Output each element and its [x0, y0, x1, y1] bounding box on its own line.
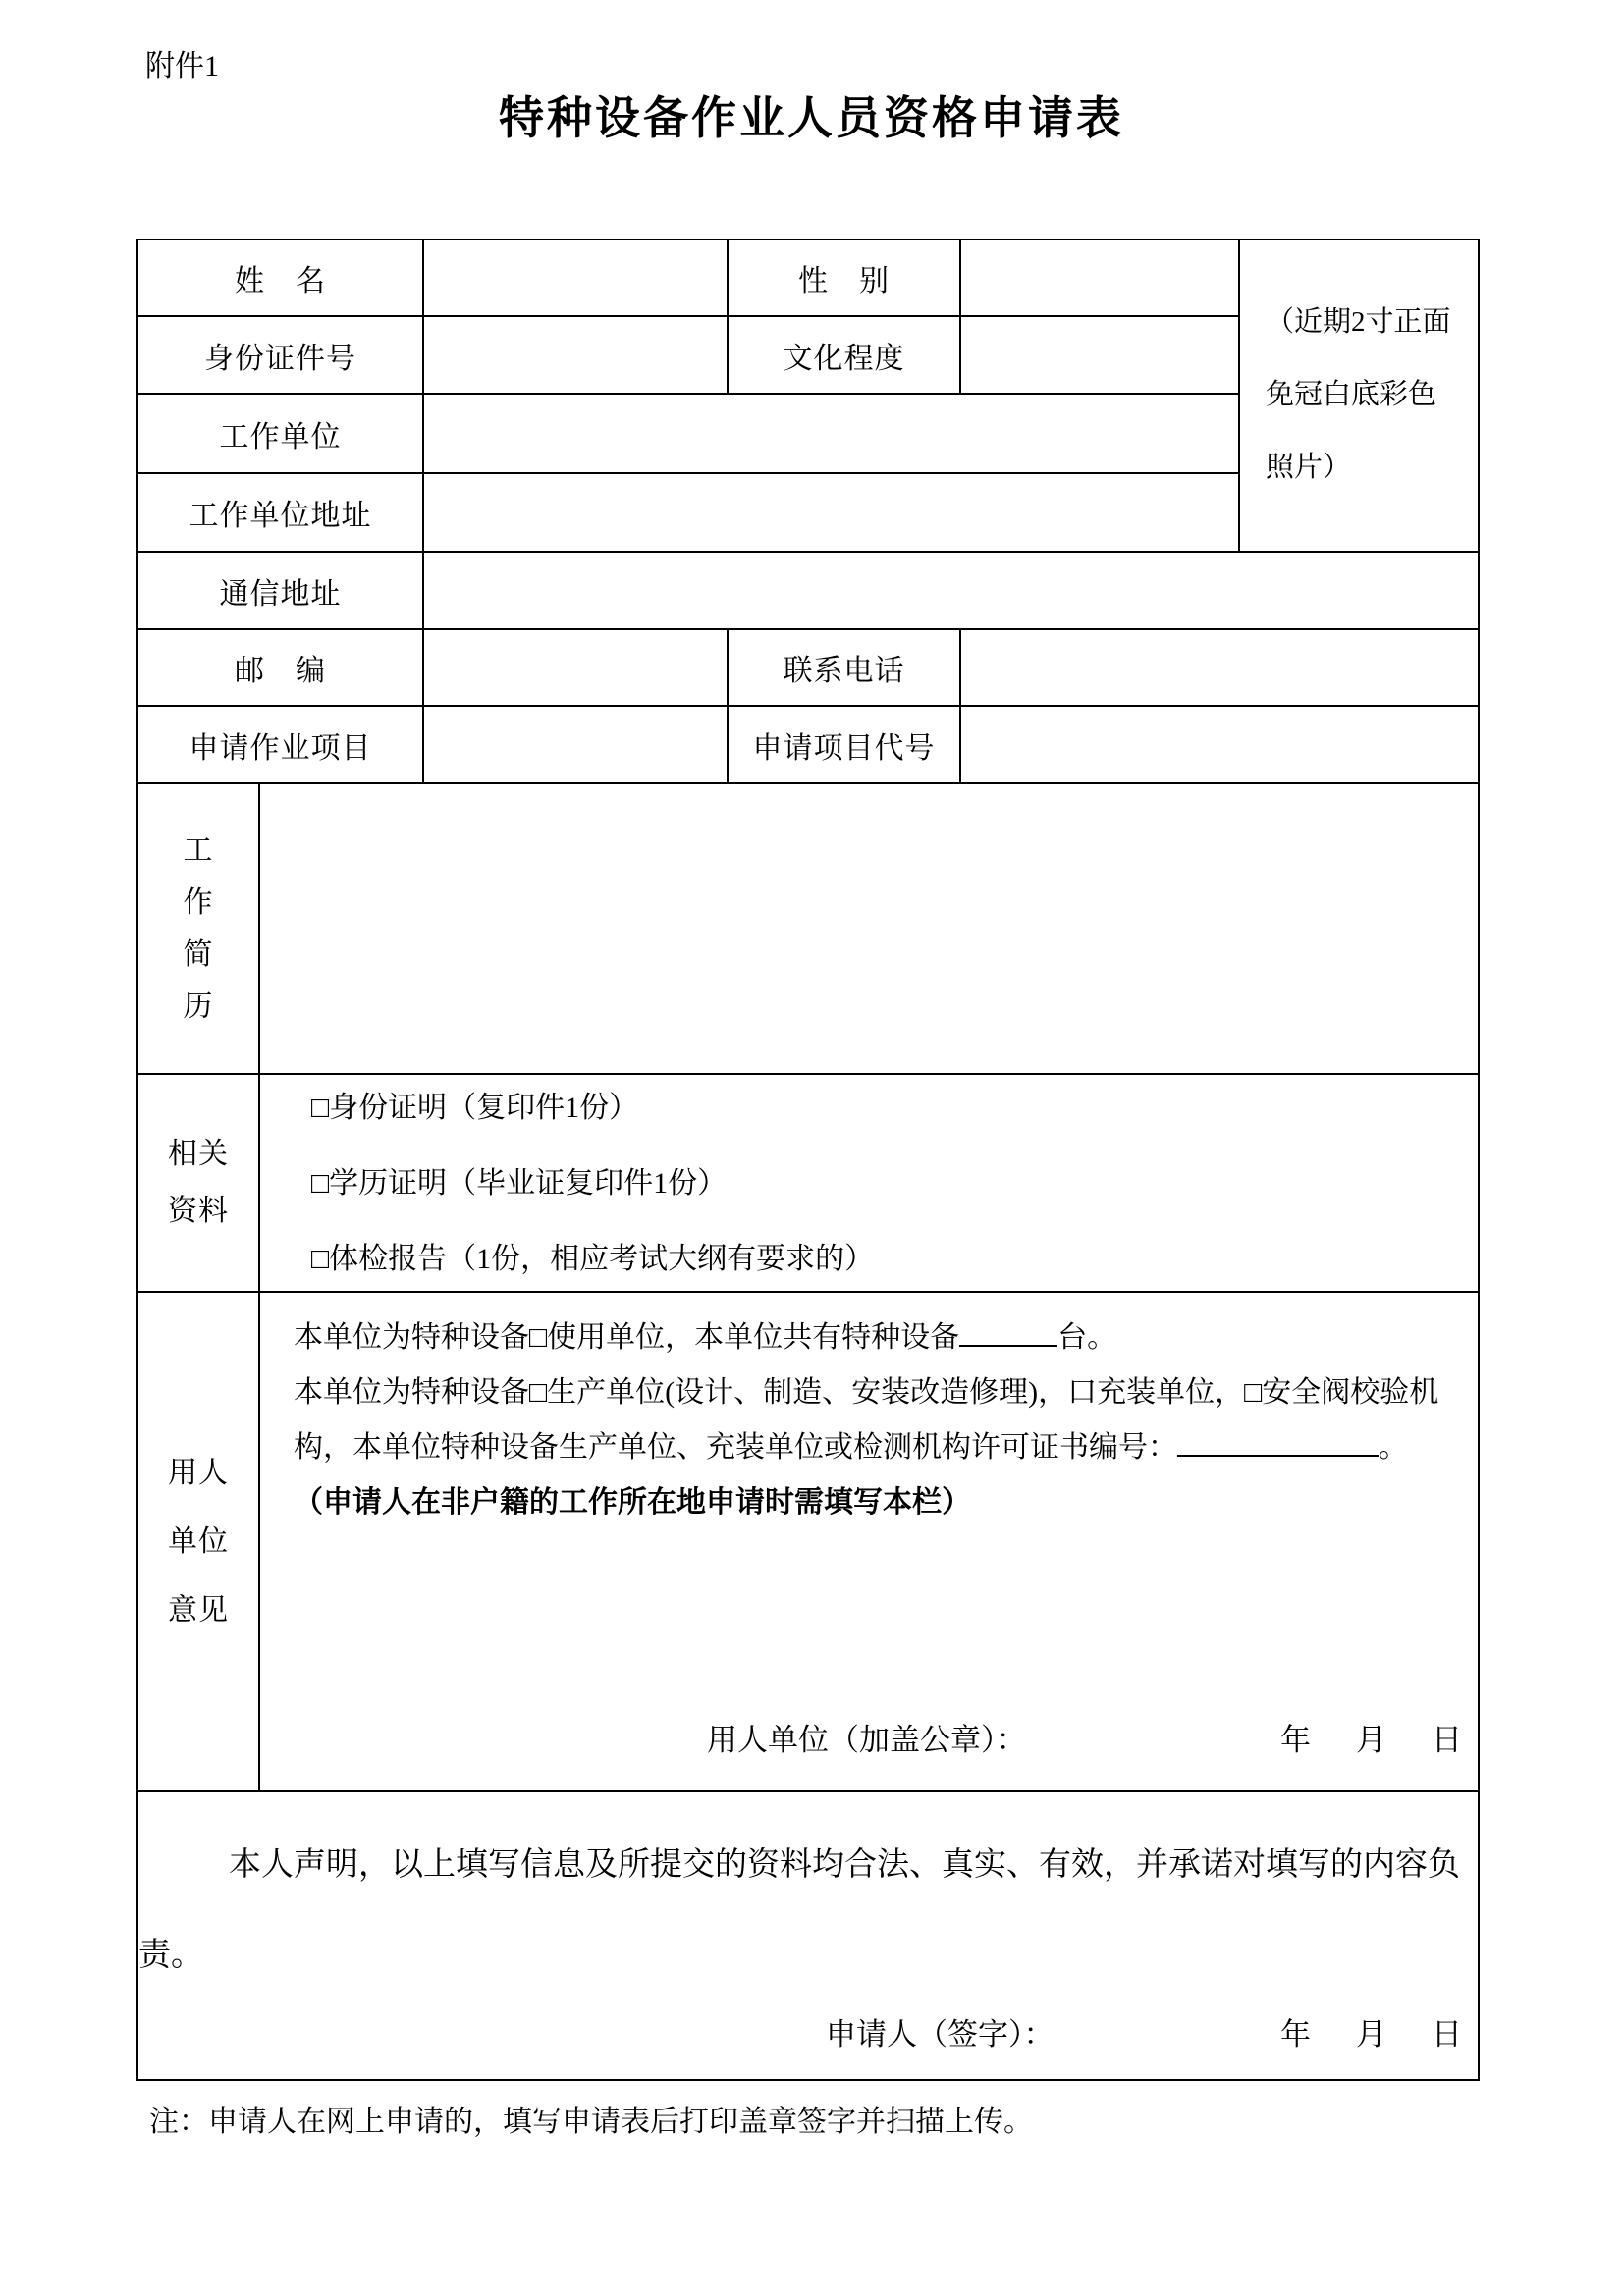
postal-code-value-cell: [423, 629, 728, 706]
employer-label: 工作单位: [137, 394, 423, 473]
education-value-cell: [960, 316, 1239, 394]
postal-code-label: 邮 编: [137, 629, 423, 706]
table-row: [137, 552, 1479, 629]
employer-seal-label: 用人单位（加盖公章）：: [707, 1723, 1027, 1757]
material-item-medical-report: □体检报告（1份，相应考试大纲有要求的）: [311, 1242, 875, 1275]
work-resume-content-cell: [259, 783, 1479, 1074]
applied-project-value-cell: [423, 706, 728, 783]
employer-opinion-bold-note: （申请人在非户籍的工作所在地申请时需填写本栏）: [294, 1486, 971, 1519]
declaration-content: [138, 1792, 1478, 2077]
work-resume-label: [137, 783, 259, 1074]
employer-opinion-label-text: [138, 1456, 258, 1627]
materials-label-line: 资料: [168, 1195, 229, 1227]
footer-note: 注：申请人在网上申请的，填写申请表后打印盖章签字并扫描上传。: [149, 2106, 1033, 2138]
application-form-table: [136, 239, 1480, 2081]
employer-opinion-content: [260, 1293, 1478, 1789]
fill-blank-license-number: [1177, 1452, 1379, 1457]
work-resume-char: 工: [183, 833, 214, 867]
mailing-address-value-cell: [423, 552, 1479, 629]
work-resume-char: 作: [183, 885, 214, 919]
month-label: 月: [1356, 1723, 1386, 1757]
employer-opinion-label-line: 用人: [168, 1456, 229, 1489]
work-resume-char: 简: [183, 937, 214, 971]
year-label: 年: [1280, 1723, 1311, 1757]
month-label: 月: [1356, 2017, 1386, 2052]
employer-opinion-paragraph-1: [294, 1310, 1452, 1365]
materials-label: [137, 1074, 259, 1292]
id-number-label: 身份证件号: [137, 316, 423, 394]
materials-label-text: [138, 1140, 258, 1226]
employer-opinion-content-cell: [259, 1292, 1479, 1791]
employer-opinion-label: [137, 1292, 259, 1791]
day-label: 日: [1432, 2017, 1462, 2052]
table-row: [137, 1292, 1479, 1791]
mailing-address-label: 通信地址: [137, 552, 423, 629]
material-item-id-proof: □身份证明（复印件1份）: [311, 1091, 639, 1124]
table-row: [137, 783, 1479, 1074]
employer-opinion-label-line: 意见: [168, 1593, 229, 1627]
employer-opinion-text: [260, 1293, 1478, 1530]
employer-opinion-p1-suffix: 台。: [1057, 1321, 1117, 1354]
applicant-sign-row: [138, 2009, 1478, 2077]
gender-value-cell: [960, 240, 1239, 316]
work-resume-label-text: [138, 833, 258, 1023]
id-number-value-cell: [423, 316, 728, 394]
material-item-education-proof: □学历证明（毕业证复印件1份）: [311, 1166, 728, 1200]
employer-address-label: 工作单位地址: [137, 473, 423, 552]
table-row: [137, 706, 1479, 783]
phone-value-cell: [960, 629, 1479, 706]
table-row: [137, 1791, 1479, 2080]
name-label: 姓 名: [137, 240, 423, 316]
table-row: [137, 629, 1479, 706]
employer-date-line: [1280, 1715, 1462, 1759]
phone-label: 联系电话: [728, 629, 960, 706]
work-resume-char: 历: [183, 989, 214, 1023]
applicant-signature-label: 申请人（签字）：: [826, 2017, 1055, 2052]
declaration-date-line: [1280, 2009, 1462, 2054]
employer-seal-sign-row: [260, 1715, 1478, 1789]
page-title: 特种设备作业人员资格申请表: [499, 92, 1124, 143]
employer-address-value-cell: [423, 473, 1239, 552]
project-code-label: 申请项目代号: [728, 706, 960, 783]
attachment-label: 附件1: [145, 50, 219, 82]
declaration-cell: [137, 1791, 1479, 2080]
fill-blank-units-count: [959, 1342, 1057, 1347]
table-row: [137, 240, 1479, 316]
education-label: 文化程度: [728, 316, 960, 394]
declaration-text: 本人声明，以上填写信息及所提交的资料均合法、真实、有效，并承诺对填写的内容负责。: [138, 1847, 1460, 1973]
photo-box: （近期2寸正面免冠白底彩色照片）: [1239, 240, 1479, 552]
day-label: 日: [1432, 1723, 1462, 1757]
employer-opinion-paragraph-2: [294, 1365, 1452, 1475]
materials-content-cell: [259, 1074, 1479, 1292]
employer-opinion-p1-text: 本单位为特种设备□使用单位，本单位共有特种设备: [294, 1321, 960, 1354]
employer-opinion-label-line: 单位: [168, 1524, 229, 1558]
table-row: [137, 1074, 1479, 1292]
materials-label-line: 相关: [168, 1138, 229, 1170]
materials-checklist: [260, 1092, 1478, 1275]
employer-opinion-p2-text: 本单位为特种设备□生产单位(设计、制造、安装改造修理)，口充装单位，□安全阀校验机构，本单位特种设备生产单位、充装单位或检测机构许可证书编号：: [294, 1376, 1439, 1464]
employer-opinion-p2-suffix: 。: [1379, 1431, 1408, 1464]
name-value-cell: [423, 240, 728, 316]
applied-project-label: 申请作业项目: [137, 706, 423, 783]
gender-label: 性 别: [728, 240, 960, 316]
year-label: 年: [1280, 2017, 1311, 2052]
employer-value-cell: [423, 394, 1239, 473]
project-code-value-cell: [960, 706, 1479, 783]
